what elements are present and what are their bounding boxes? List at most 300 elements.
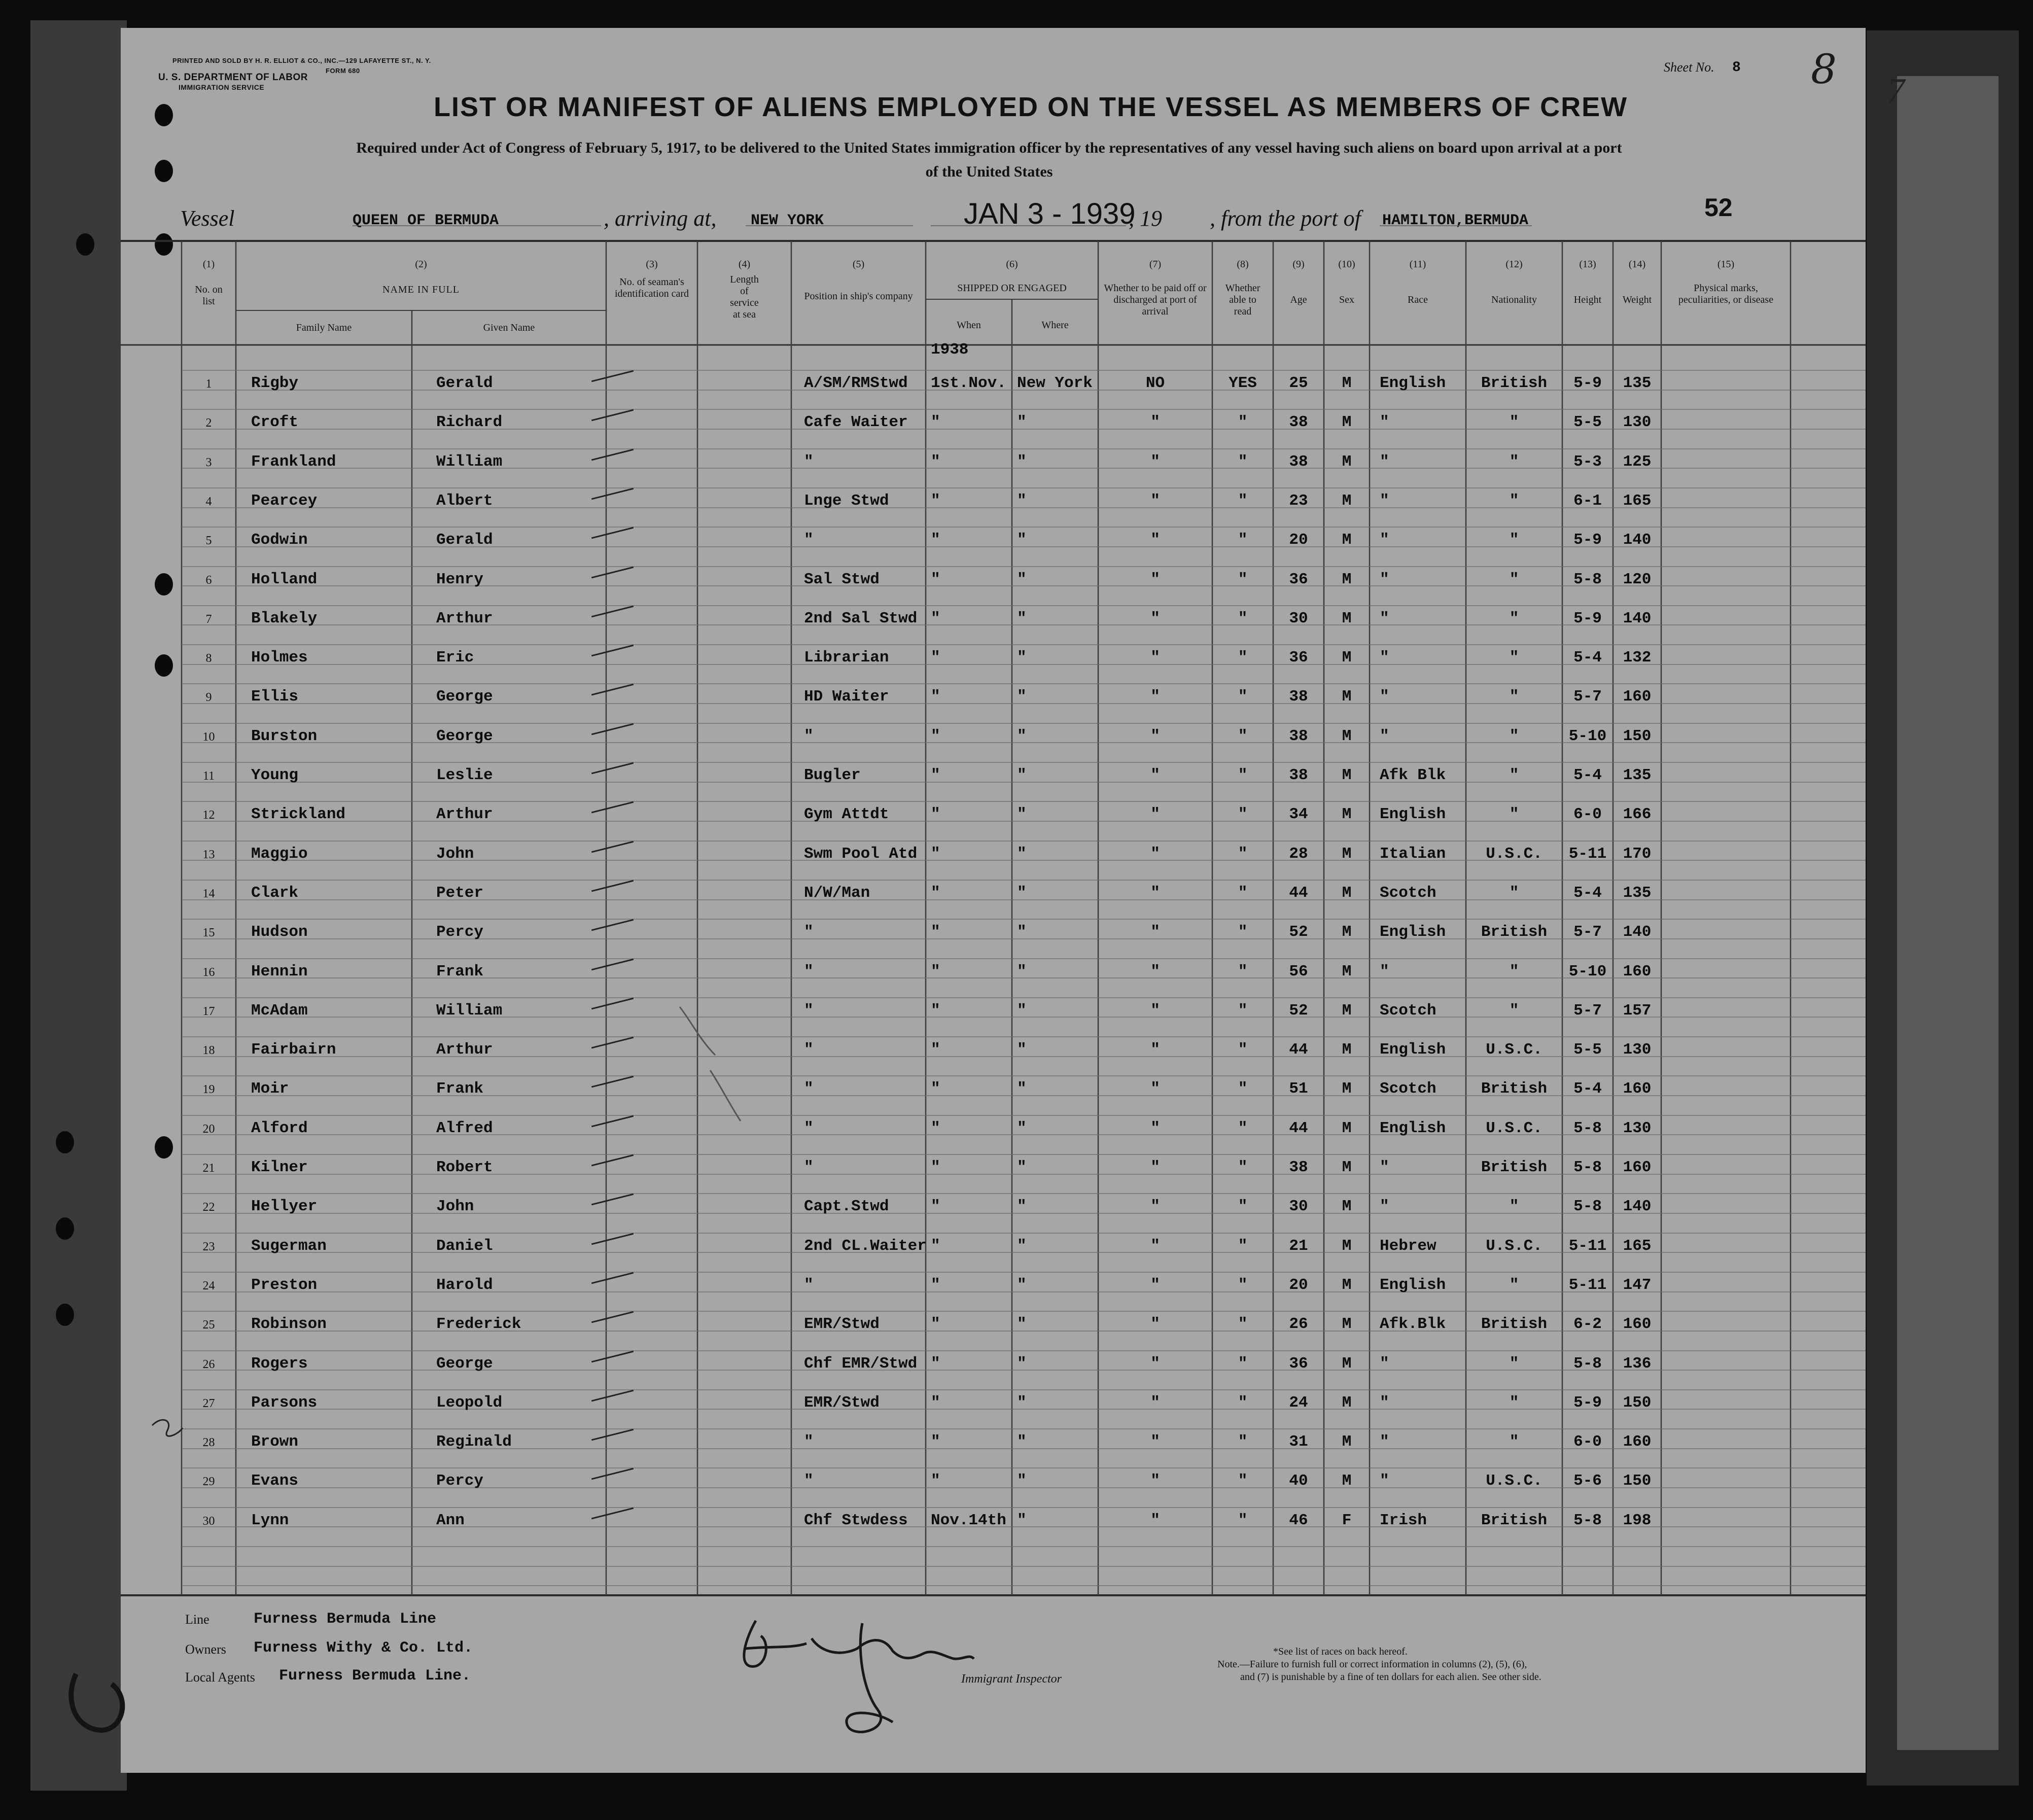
row-number: 17 <box>202 1005 215 1018</box>
row-number: 3 <box>205 456 212 469</box>
given-name: Albert <box>436 492 493 510</box>
sex: M <box>1342 1315 1352 1333</box>
age: 44 <box>1289 1041 1308 1059</box>
weight: 166 <box>1623 806 1652 823</box>
weight: 165 <box>1623 492 1652 510</box>
paid-off: " <box>1150 649 1160 667</box>
shipped-where: " <box>1017 1237 1027 1255</box>
local-agents-label: Local Agents <box>185 1670 255 1685</box>
weight: 135 <box>1623 374 1652 392</box>
sex: M <box>1342 1276 1352 1294</box>
height: 5-8 <box>1573 571 1602 588</box>
race: Scotch <box>1380 1080 1436 1098</box>
year-above-rows: 1938 <box>931 341 969 359</box>
shipped-when: " <box>931 884 940 902</box>
nationality: " <box>1509 1394 1519 1412</box>
race: " <box>1380 1472 1389 1490</box>
height: 5-7 <box>1573 688 1602 706</box>
printer-line: PRINTED AND SOLD BY H. R. ELLIOT & CO., INC.—129 LAFAYETTE ST., N. Y. <box>172 57 431 64</box>
race: " <box>1380 1355 1389 1373</box>
able-to-read: " <box>1238 884 1248 902</box>
able-to-read: " <box>1238 766 1248 784</box>
able-to-read: " <box>1238 571 1248 588</box>
shipped-where: " <box>1017 1472 1027 1490</box>
col-13-number: (13) <box>1579 259 1596 270</box>
nationality: U.S.C. <box>1486 845 1543 863</box>
given-name: Leslie <box>436 766 493 784</box>
position: Lnge Stwd <box>804 492 889 510</box>
shipped-where: " <box>1017 1394 1027 1412</box>
height: 5-11 <box>1568 1237 1607 1255</box>
position: " <box>804 531 814 549</box>
arrival-date-stamp: JAN 3 - 1939 <box>964 197 1136 230</box>
nationality: U.S.C. <box>1486 1119 1543 1137</box>
given-name: Arthur <box>436 610 493 627</box>
sex: M <box>1342 1355 1352 1373</box>
nationality: " <box>1509 884 1519 902</box>
race: English <box>1380 374 1446 392</box>
position: " <box>804 1276 814 1294</box>
age: 38 <box>1289 413 1308 431</box>
row-number: 15 <box>202 926 215 939</box>
shipped-where: " <box>1017 1041 1027 1059</box>
col-12-number: (12) <box>1505 259 1523 270</box>
sex: M <box>1342 1472 1352 1490</box>
age: 31 <box>1289 1433 1308 1451</box>
row-number: 6 <box>205 574 212 587</box>
paid-off: " <box>1150 1198 1160 1215</box>
paid-off: " <box>1150 1041 1160 1059</box>
race: " <box>1380 492 1389 510</box>
shipped-when: " <box>931 413 940 431</box>
height: 5-7 <box>1573 923 1602 941</box>
position: " <box>804 1159 814 1176</box>
height: 5-11 <box>1568 845 1607 863</box>
manifest-title: LIST OR MANIFEST OF ALIENS EMPLOYED ON THE VESSEL AS MEMBERS OF CREW <box>434 92 1628 122</box>
given-name: Peter <box>436 884 484 902</box>
nationality: " <box>1509 688 1519 706</box>
col-10-number: (10) <box>1338 259 1355 270</box>
nationality: " <box>1509 413 1519 431</box>
weight: 160 <box>1623 1315 1652 1333</box>
able-to-read: " <box>1238 1433 1248 1451</box>
row-number: 22 <box>202 1201 215 1214</box>
able-to-read: " <box>1238 1276 1248 1294</box>
family-name: Hennin <box>251 963 308 981</box>
shipped-where: " <box>1017 1198 1027 1215</box>
position: Cafe Waiter <box>804 413 908 431</box>
height: 5-9 <box>1573 610 1602 627</box>
family-name: Lynn <box>251 1512 289 1529</box>
age: 44 <box>1289 1119 1308 1137</box>
position: Bugler <box>804 766 861 784</box>
shipped-where: " <box>1017 1276 1027 1294</box>
shipped-where: " <box>1017 766 1027 784</box>
department-name: U. S. DEPARTMENT OF LABOR <box>158 72 308 83</box>
sex: M <box>1342 845 1352 863</box>
given-name: William <box>436 1002 503 1020</box>
family-name: Frankland <box>251 453 336 471</box>
able-to-read: " <box>1238 845 1248 863</box>
col-6-when-header: When <box>957 320 981 331</box>
shipped-when: " <box>931 1198 940 1215</box>
shipped-where: " <box>1017 1512 1027 1529</box>
vessel-name: QUEEN OF BERMUDA <box>353 212 499 229</box>
paid-off: " <box>1150 453 1160 471</box>
given-name: Eric <box>436 649 474 667</box>
sex: M <box>1342 766 1352 784</box>
family-name: Pearcey <box>251 492 318 510</box>
shipped-when: " <box>931 610 940 627</box>
sex: M <box>1342 1433 1352 1451</box>
position: " <box>804 1002 814 1020</box>
race: English <box>1380 923 1446 941</box>
race: Afk Blk <box>1380 766 1446 784</box>
position: 2nd CL.Waiter <box>804 1237 927 1255</box>
row-number: 20 <box>202 1123 215 1136</box>
shipped-where: " <box>1017 963 1027 981</box>
able-to-read: " <box>1238 492 1248 510</box>
row-number: 28 <box>202 1436 215 1449</box>
sex: M <box>1342 1041 1352 1059</box>
age: 46 <box>1289 1512 1308 1529</box>
able-to-read: " <box>1238 413 1248 431</box>
weight: 170 <box>1623 845 1652 863</box>
family-name: Hudson <box>251 923 308 941</box>
able-to-read: " <box>1238 1394 1248 1412</box>
nationality: U.S.C. <box>1486 1041 1543 1059</box>
age: 25 <box>1289 374 1308 392</box>
paid-off: " <box>1150 1080 1160 1098</box>
able-to-read: " <box>1238 923 1248 941</box>
nationality: U.S.C. <box>1486 1237 1543 1255</box>
family-name: Ellis <box>251 688 299 706</box>
height: 5-8 <box>1573 1159 1602 1176</box>
age: 30 <box>1289 1198 1308 1215</box>
nationality: British <box>1481 1315 1548 1333</box>
sex: M <box>1342 413 1352 431</box>
age: 56 <box>1289 963 1308 981</box>
height: 5-9 <box>1573 374 1602 392</box>
able-to-read: " <box>1238 453 1248 471</box>
race: " <box>1380 571 1389 588</box>
position: EMR/Stwd <box>804 1394 880 1412</box>
height: 5-10 <box>1568 727 1607 745</box>
height: 5-5 <box>1573 1041 1602 1059</box>
height: 5-4 <box>1573 649 1602 667</box>
race: " <box>1380 610 1389 627</box>
age: 38 <box>1289 766 1308 784</box>
owners: Furness Withy & Co. Ltd. <box>254 1639 473 1657</box>
given-name: Frank <box>436 963 484 981</box>
age: 51 <box>1289 1080 1308 1098</box>
age: 21 <box>1289 1237 1308 1255</box>
position: N/W/Man <box>804 884 870 902</box>
height: 5-9 <box>1573 1394 1602 1412</box>
paid-off: " <box>1150 1355 1160 1373</box>
row-number: 2 <box>205 416 212 430</box>
sex: M <box>1342 727 1352 745</box>
sex: M <box>1342 531 1352 549</box>
shipped-when: " <box>931 963 940 981</box>
shipped-when: " <box>931 1355 940 1373</box>
row-number: 29 <box>202 1475 215 1488</box>
col-9-number: (9) <box>1292 259 1305 270</box>
paid-off: " <box>1150 688 1160 706</box>
given-name: Leopold <box>436 1394 503 1412</box>
row-number: 27 <box>202 1397 215 1410</box>
age: 23 <box>1289 492 1308 510</box>
paid-off: " <box>1150 1276 1160 1294</box>
col-14-header: Weight <box>1622 294 1652 305</box>
given-name: Gerald <box>436 531 493 549</box>
race: " <box>1380 1433 1389 1451</box>
given-name: Frank <box>436 1080 484 1098</box>
able-to-read: " <box>1238 1198 1248 1215</box>
paid-off: " <box>1150 727 1160 745</box>
from-port-label: , from the port of <box>1210 206 1361 231</box>
sex: M <box>1342 884 1352 902</box>
sheet-label: Sheet No. <box>1664 60 1714 75</box>
height: 6-2 <box>1573 1315 1602 1333</box>
given-name: George <box>436 1355 493 1373</box>
row-number: 9 <box>205 691 212 704</box>
position: " <box>804 1472 814 1490</box>
weight: 160 <box>1623 688 1652 706</box>
age: 52 <box>1289 923 1308 941</box>
position: " <box>804 727 814 745</box>
shipped-where: " <box>1017 649 1027 667</box>
nationality: " <box>1509 531 1519 549</box>
shipped-where: " <box>1017 492 1027 510</box>
paid-off: " <box>1150 845 1160 863</box>
nationality: " <box>1509 453 1519 471</box>
row-number: 18 <box>202 1044 215 1057</box>
able-to-read: " <box>1238 1002 1248 1020</box>
able-to-read: " <box>1238 1041 1248 1059</box>
nationality: British <box>1481 923 1548 941</box>
row-number: 11 <box>202 769 215 783</box>
sex: M <box>1342 1394 1352 1412</box>
height: 6-0 <box>1573 1433 1602 1451</box>
col-6-header: SHIPPED OR ENGAGED <box>957 283 1067 294</box>
sex: M <box>1342 1159 1352 1176</box>
col-5-header: Position in ship's company <box>804 291 913 302</box>
col-8-header: Whether able to read <box>1225 283 1260 317</box>
race: Scotch <box>1380 884 1436 902</box>
family-name: Godwin <box>251 531 308 549</box>
weight: 198 <box>1623 1512 1652 1529</box>
nationality: " <box>1509 492 1519 510</box>
paid-off: " <box>1150 884 1160 902</box>
shipped-when: " <box>931 1080 940 1098</box>
weight: 160 <box>1623 1159 1652 1176</box>
col-2-header: NAME IN FULL <box>382 284 460 295</box>
shipped-where: " <box>1017 1355 1027 1373</box>
sex: M <box>1342 453 1352 471</box>
shipped-when: " <box>931 766 940 784</box>
nationality: " <box>1509 1002 1519 1020</box>
family-name: Holland <box>251 571 318 588</box>
sex: M <box>1342 688 1352 706</box>
shipped-where: " <box>1017 531 1027 549</box>
sheet-number: 8 <box>1732 60 1741 76</box>
height: 5-8 <box>1573 1198 1602 1215</box>
shipped-where: " <box>1017 610 1027 627</box>
shipped-when: " <box>931 688 940 706</box>
nationality: " <box>1509 766 1519 784</box>
weight: 140 <box>1623 923 1652 941</box>
family-name: Croft <box>251 413 299 431</box>
given-name: Daniel <box>436 1237 493 1255</box>
paid-off: NO <box>1145 374 1165 392</box>
shipped-when: 1st.Nov. <box>931 374 1006 392</box>
position: HD Waiter <box>804 688 889 706</box>
from-port: HAMILTON,BERMUDA <box>1382 212 1529 229</box>
age: 24 <box>1289 1394 1308 1412</box>
paid-off: " <box>1150 1394 1160 1412</box>
col-3-number: (3) <box>646 259 658 270</box>
service-name: IMMIGRATION SERVICE <box>179 83 265 91</box>
given-name: Harold <box>436 1276 493 1294</box>
paid-off: " <box>1150 1002 1160 1020</box>
age: 30 <box>1289 610 1308 627</box>
year-label: , 19 <box>1129 206 1162 231</box>
age: 38 <box>1289 688 1308 706</box>
shipped-where: " <box>1017 688 1027 706</box>
shipped-when: " <box>931 1276 940 1294</box>
sex: M <box>1342 1119 1352 1137</box>
nationality: " <box>1509 1276 1519 1294</box>
height: 5-5 <box>1573 413 1602 431</box>
height: 6-0 <box>1573 806 1602 823</box>
given-name: George <box>436 727 493 745</box>
shipped-where: " <box>1017 923 1027 941</box>
weight: 165 <box>1623 1237 1652 1255</box>
height: 5-7 <box>1573 1002 1602 1020</box>
family-name: Burston <box>251 727 318 745</box>
weight: 120 <box>1623 571 1652 588</box>
age: 20 <box>1289 1276 1308 1294</box>
race: " <box>1380 1159 1389 1176</box>
able-to-read: " <box>1238 727 1248 745</box>
row-number: 30 <box>202 1515 215 1528</box>
shipped-where: " <box>1017 1119 1027 1137</box>
family-name: Robinson <box>251 1315 327 1333</box>
paid-off: " <box>1150 923 1160 941</box>
col-15-header: Physical marks, peculiarities, or disease <box>1678 283 1774 305</box>
weight: 157 <box>1623 1002 1652 1020</box>
given-name: Percy <box>436 923 484 941</box>
given-name: Richard <box>436 413 503 431</box>
shipped-when: " <box>931 649 940 667</box>
list-number: 52 <box>1704 193 1733 222</box>
able-to-read: " <box>1238 1080 1248 1098</box>
nationality: British <box>1481 1080 1548 1098</box>
height: 5-4 <box>1573 884 1602 902</box>
height: 5-6 <box>1573 1472 1602 1490</box>
position: 2nd Sal Stwd <box>804 610 918 627</box>
able-to-read: " <box>1238 1355 1248 1373</box>
age: 44 <box>1289 884 1308 902</box>
family-name: Hellyer <box>251 1198 318 1215</box>
col-8-number: (8) <box>1237 259 1249 270</box>
row-number: 26 <box>202 1358 215 1371</box>
row-number: 4 <box>205 495 212 508</box>
race: English <box>1380 1276 1446 1294</box>
position: " <box>804 453 814 471</box>
race: Italian <box>1380 845 1446 863</box>
position: EMR/Stwd <box>804 1315 880 1333</box>
position: Capt.Stwd <box>804 1198 889 1215</box>
col-15-number: (15) <box>1717 259 1735 270</box>
paid-off: " <box>1150 1119 1160 1137</box>
paid-off: " <box>1150 1159 1160 1176</box>
shipped-when: " <box>931 571 940 588</box>
paid-off: " <box>1150 531 1160 549</box>
age: 38 <box>1289 1159 1308 1176</box>
given-name: Arthur <box>436 1041 493 1059</box>
nationality: British <box>1481 1512 1548 1529</box>
shipped-where: " <box>1017 727 1027 745</box>
arriving-label: , arriving at, <box>604 206 717 231</box>
weight: 130 <box>1623 1041 1652 1059</box>
given-name: Ann <box>436 1512 465 1529</box>
col-6-where-header: Where <box>1041 320 1069 331</box>
weight: 140 <box>1623 1198 1652 1215</box>
paid-off: " <box>1150 1237 1160 1255</box>
family-name: Kilner <box>251 1159 308 1176</box>
owners-label: Owners <box>185 1642 226 1657</box>
arriving-port: NEW YORK <box>751 212 824 229</box>
given-name: John <box>436 845 474 863</box>
col-9-header: Age <box>1290 294 1307 305</box>
position: Librarian <box>804 649 889 667</box>
weight: 140 <box>1623 610 1652 627</box>
position: " <box>804 1080 814 1098</box>
col-6-number: (6) <box>1006 259 1018 270</box>
row-number: 23 <box>202 1240 215 1253</box>
row-number: 25 <box>202 1318 215 1332</box>
note-penalty-1: Note.—Failure to furnish full or correct information in columns (2), (5), (6), <box>1217 1659 1527 1670</box>
age: 28 <box>1289 845 1308 863</box>
family-name: Clark <box>251 884 299 902</box>
row-number: 16 <box>202 966 215 979</box>
family-name: Blakely <box>251 610 318 627</box>
col-2-family-header: Family Name <box>296 322 352 333</box>
sex: M <box>1342 492 1352 510</box>
race: Hebrew <box>1380 1237 1436 1255</box>
shipped-when: " <box>931 492 940 510</box>
paid-off: " <box>1150 1433 1160 1451</box>
col-14-number: (14) <box>1628 259 1646 270</box>
family-name: Parsons <box>251 1394 318 1412</box>
family-name: Preston <box>251 1276 318 1294</box>
paid-off: " <box>1150 963 1160 981</box>
corner-mark: 7 <box>1887 72 1905 111</box>
note-penalty-2: and (7) is punishable by a fine of ten dollars for each alien. See other side. <box>1240 1671 1541 1683</box>
paid-off: " <box>1150 766 1160 784</box>
family-name: Brown <box>251 1433 299 1451</box>
shipped-when: " <box>931 727 940 745</box>
race: " <box>1380 413 1389 431</box>
sex: M <box>1342 649 1352 667</box>
height: 5-4 <box>1573 1080 1602 1098</box>
position: Gym Attdt <box>804 806 889 823</box>
family-name: Rogers <box>251 1355 308 1373</box>
given-name: Robert <box>436 1159 493 1176</box>
shipped-where: " <box>1017 1433 1027 1451</box>
